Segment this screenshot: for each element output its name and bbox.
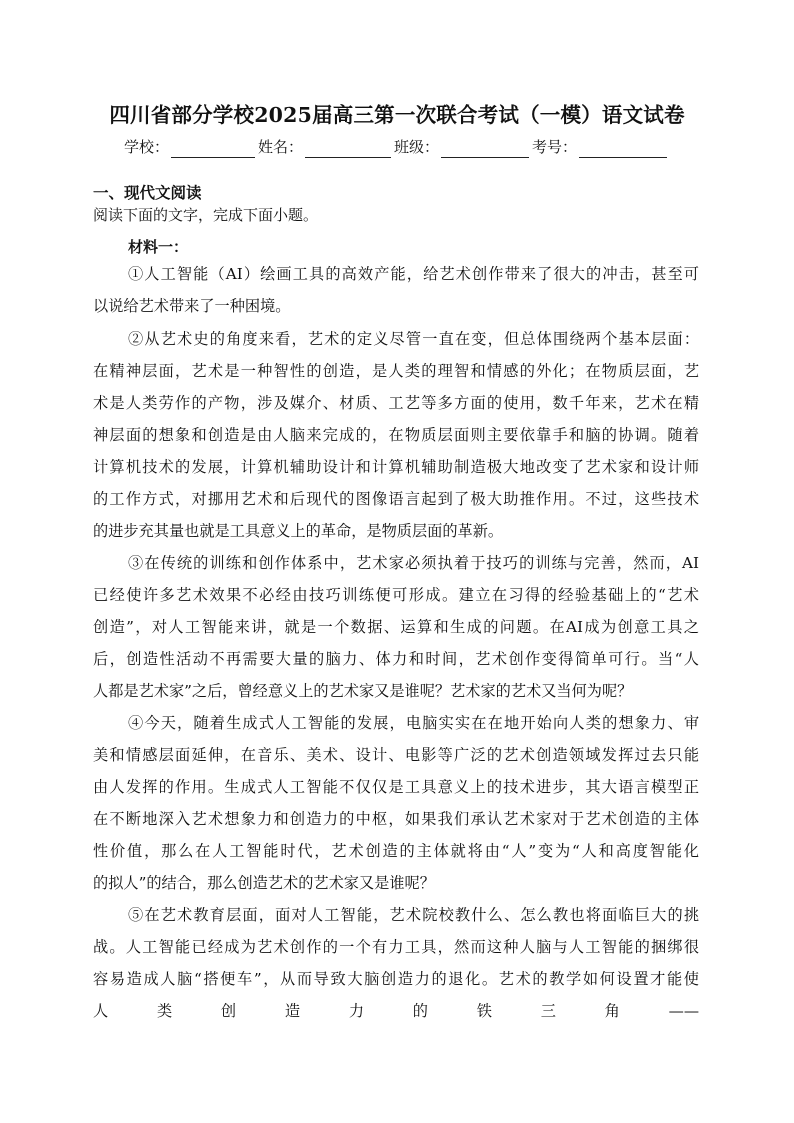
material-title: 材料一： bbox=[128, 238, 189, 256]
text-line: ③在传统的训练和创作体系中，艺术家必须执着于技巧的训练与完善，然而，AI bbox=[128, 554, 699, 572]
text-line: 的拟人”的结合，那么创造艺术的艺术家又是谁呢？ bbox=[93, 874, 435, 892]
text-line: 创造”，对人工智能来讲，就是一个数据、运算和生成的问题。在AI成为创意工具之 bbox=[93, 618, 699, 636]
exam-number-field bbox=[532, 136, 670, 158]
class-field bbox=[394, 136, 532, 158]
instruction-text: 阅读下面的文字，完成下面小题。 bbox=[93, 206, 319, 224]
text-line: 在精神层面，艺术是一种智性的创造，是人类的理智和情感的外化；在物质层面，艺 bbox=[93, 362, 699, 380]
name-blank[interactable] bbox=[305, 139, 391, 158]
text-line: ①人工智能（AI）绘画工具的高效产能，给艺术创作带来了很大的冲击，甚至可 bbox=[128, 265, 699, 283]
text-line: 由人发挥的作用。生成式人工智能不仅仅是工具意义上的技术进步，其大语言模型正 bbox=[93, 778, 699, 796]
student-info-line bbox=[124, 134, 670, 158]
class-label: 班级： bbox=[394, 138, 440, 156]
text-line: 的进步充其量也就是工具意义上的革命，是物质层面的革新。 bbox=[93, 522, 504, 540]
exam-number-blank[interactable] bbox=[579, 139, 667, 158]
class-blank[interactable] bbox=[441, 139, 529, 158]
text-line: 计算机技术的发展，计算机辅助设计和计算机辅助制造极大地改变了艺术家和设计师 bbox=[93, 458, 699, 476]
text-line: 后，创造性活动不再需要大量的脑力、体力和时间，艺术创作变得简单可行。当“人 bbox=[93, 650, 699, 668]
exam-title: 四川省部分学校2025届高三第一次联合考试（一模）语文试卷 bbox=[109, 103, 685, 127]
school-blank[interactable] bbox=[171, 139, 255, 158]
name-label: 姓名： bbox=[258, 138, 304, 156]
section-heading: 一、现代文阅读 bbox=[93, 184, 202, 202]
text-line: 人类创造力的铁三角—— bbox=[93, 1002, 699, 1020]
text-line: 战。人工智能已经成为艺术创作的一个有力工具，然而这种人脑与人工智能的捆绑很 bbox=[93, 938, 699, 956]
text-line: 在不断地深入艺术想象力和创造力的中枢，如果我们承认艺术家对于艺术创造的主体 bbox=[93, 810, 699, 828]
text-line: 美和情感层面延伸，在音乐、美术、设计、电影等广泛的艺术创造领域发挥过去只能 bbox=[93, 746, 699, 764]
text-line: ⑤在艺术教育层面，面对人工智能，艺术院校教什么、怎么教也将面临巨大的挑 bbox=[128, 906, 699, 924]
school-label: 学校： bbox=[124, 138, 170, 156]
exam-number-label: 考号： bbox=[532, 138, 578, 156]
text-line: 人都是艺术家”之后，曾经意义上的艺术家又是谁呢？艺术家的艺术又当何为呢？ bbox=[93, 682, 633, 700]
text-line: 的工作方式，对挪用艺术和后现代的图像语言起到了极大助推作用。不过，这些技术 bbox=[93, 490, 699, 508]
text-line: 以说给艺术带来了一种困境。 bbox=[93, 297, 291, 315]
text-line: 容易造成人脑“搭便车”，从而导致大脑创造力的退化。艺术的教学如何设置才能使 bbox=[93, 970, 699, 988]
text-line: ④今天，随着生成式人工智能的发展，电脑实实在在地开始向人类的想象力、审 bbox=[128, 714, 699, 732]
name-field bbox=[258, 136, 394, 158]
text-line: ②从艺术史的角度来看，艺术的定义尽管一直在变，但总体围绕两个基本层面： bbox=[128, 330, 699, 348]
text-line: 性价值，那么在人工智能时代，艺术创造的主体就将由“人”变为“人和高度智能化 bbox=[93, 842, 699, 860]
text-line: 术是人类劳作的产物，涉及媒介、材质、工艺等多方面的使用，数千年来，艺术在精 bbox=[93, 394, 699, 412]
school-field bbox=[124, 136, 258, 158]
text-line: 已经使许多艺术效果不必经由技巧训练便可形成。建立在习得的经验基础上的“艺术 bbox=[93, 586, 699, 604]
text-line: 神层面的想象和创造是由人脑来完成的，在物质层面则主要依靠手和脑的协调。随着 bbox=[93, 426, 699, 444]
